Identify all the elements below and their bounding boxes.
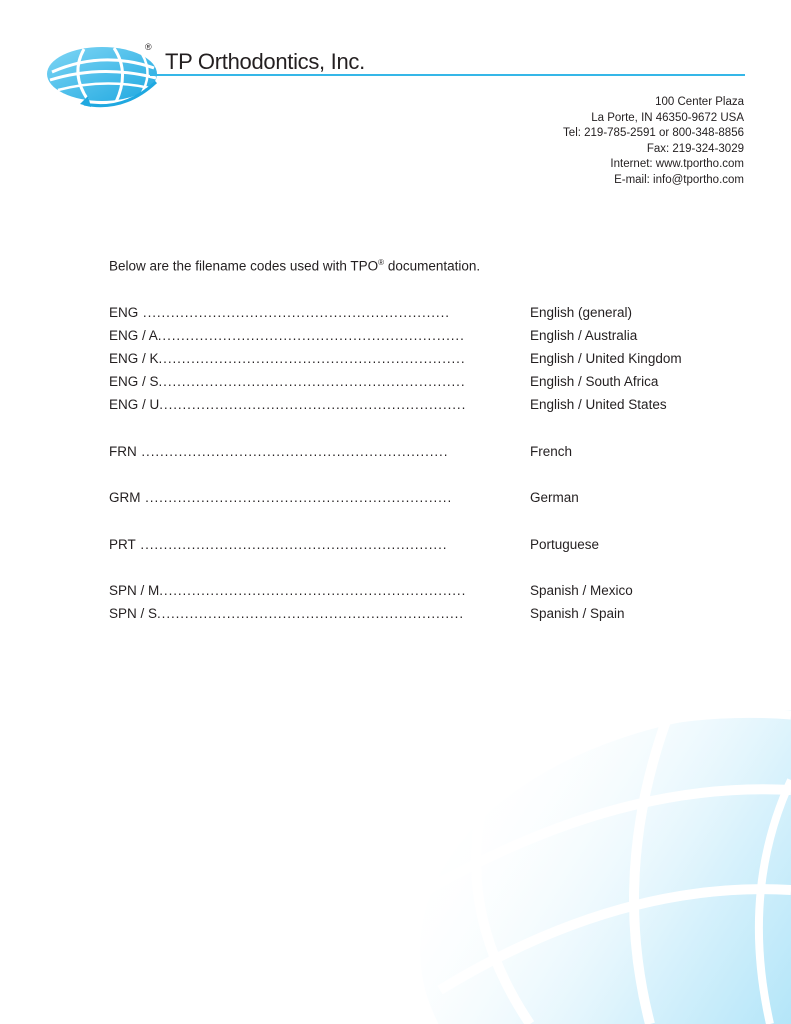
dot-leader: ..................................................................: [157, 328, 465, 343]
registered-mark: ®: [145, 42, 152, 52]
address-website: Internet: www.tportho.com: [610, 158, 744, 171]
dot-leader: ..................................................................: [136, 444, 449, 459]
intro-registered-mark: ®: [378, 258, 385, 267]
code-key: ENG / U: [109, 397, 160, 412]
code-language: English / Australia: [530, 328, 638, 343]
code-language: English (general): [530, 305, 633, 320]
address-fax: Fax: 219-324-3029: [646, 142, 744, 155]
code-language: Portuguese: [530, 537, 600, 552]
intro-text-end: documentation.: [384, 258, 481, 274]
address-city: La Porte, IN 46350-9672 USA: [591, 111, 744, 124]
code-row-grm: [109, 488, 709, 508]
address-block: [563, 95, 744, 189]
code-row-prt: [109, 535, 709, 555]
intro-text-main: Below are the filename codes used with TPO: [109, 258, 379, 274]
code-row-eng-k: [109, 349, 709, 369]
dot-leader: ..................................................................: [138, 305, 450, 320]
code-key: ENG / K: [109, 351, 159, 366]
code-row-spn-m: [109, 581, 709, 601]
dot-leader: ..................................................................: [158, 374, 466, 389]
dot-leader: ..................................................................: [158, 351, 466, 366]
dot-leader: ..................................................................: [157, 606, 464, 621]
code-key: GRM: [109, 490, 141, 505]
code-row-frn: [109, 442, 709, 462]
company-name: TP Orthodontics, Inc.: [165, 49, 365, 74]
code-row-eng: [109, 303, 709, 323]
dot-leader: ..................................................................: [135, 537, 448, 552]
code-language: French: [530, 444, 573, 459]
code-key: ENG / S: [109, 374, 159, 389]
code-key: SPN / S: [109, 606, 158, 621]
code-language: English / United States: [530, 397, 667, 412]
code-row-eng-s: [109, 372, 709, 392]
code-key: PRT: [109, 537, 136, 552]
code-row-eng-u: [109, 395, 709, 415]
dot-leader: ..................................................................: [159, 397, 467, 412]
code-key: ENG / A: [109, 328, 158, 343]
code-language: Spanish / Spain: [530, 606, 625, 621]
code-key: FRN: [109, 444, 137, 459]
address-phone: Tel: 219-785-2591 or 800-348-8856: [563, 127, 744, 140]
code-language: English / United Kingdom: [530, 351, 682, 366]
code-key: SPN / M: [109, 583, 160, 598]
header-divider: [150, 74, 745, 76]
code-language: German: [530, 490, 579, 505]
address-email: E-mail: info@tportho.com: [614, 173, 744, 186]
code-row-spn-s: [109, 604, 709, 624]
intro-text: [109, 258, 480, 274]
code-key: ENG: [109, 305, 139, 320]
code-language: English / South Africa: [530, 374, 659, 389]
address-street: 100 Center Plaza: [655, 96, 744, 108]
dot-leader: ..................................................................: [159, 583, 467, 598]
globe-watermark-icon: [380, 690, 791, 1024]
code-language: Spanish / Mexico: [530, 583, 633, 598]
code-row-eng-a: [109, 326, 709, 346]
dot-leader: ..................................................................: [140, 490, 453, 505]
